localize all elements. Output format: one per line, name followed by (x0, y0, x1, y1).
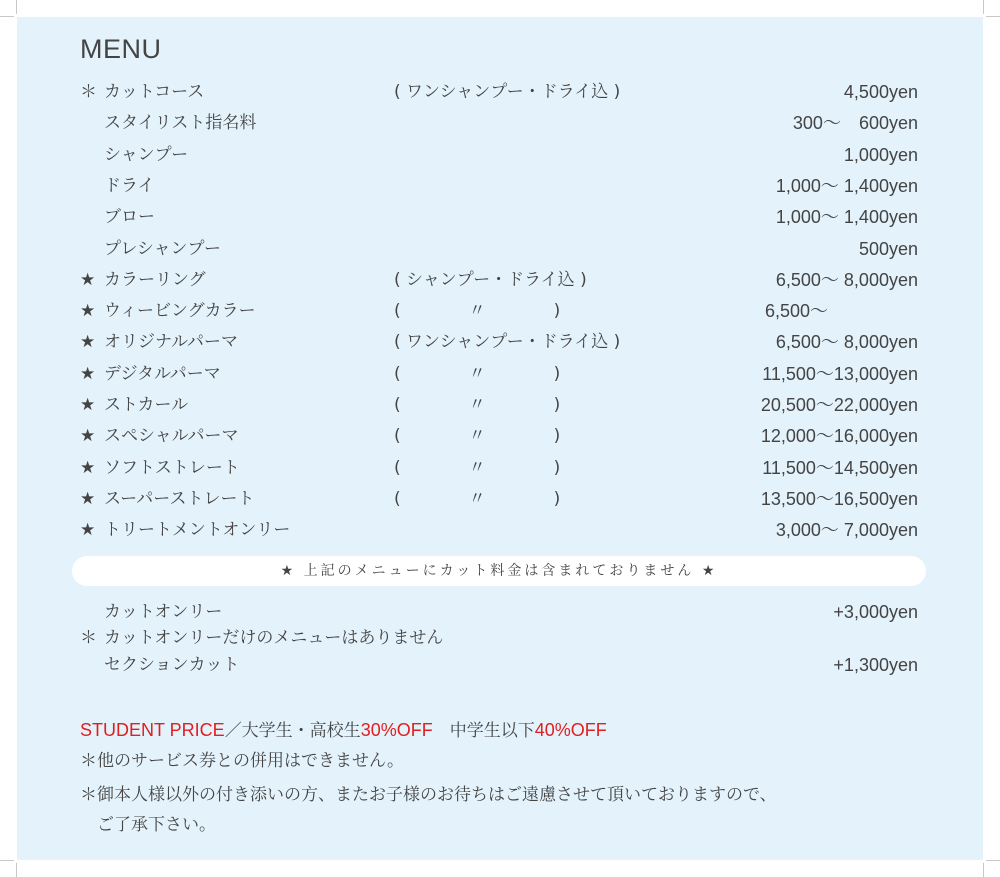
row-note: ( シャンプー・ドライ込 ) (394, 269, 587, 290)
row-price: 3,000〜 7,000yen (775, 520, 918, 541)
row-mark: ＊ (80, 82, 97, 102)
row-note: ( 〃 ) (394, 363, 561, 384)
row-note: ( ワンシャンプー・ドライ込 ) (394, 82, 621, 102)
menu-row (0, 299, 1000, 323)
menu-row (0, 237, 1000, 261)
row-mark: ★ (80, 457, 96, 478)
row-price: 1,000〜 1,400yen (775, 175, 918, 196)
row-price: 11,500〜14,500yen (762, 457, 918, 478)
menu-row (0, 487, 1000, 511)
row-name: カットコース (104, 82, 205, 102)
row-mark: ★ (80, 520, 96, 541)
crop-mark (986, 16, 1000, 17)
row-name: カラーリング (104, 269, 206, 290)
row-mark: ★ (80, 426, 96, 447)
row-price: 6,500〜 8,000yen (775, 332, 918, 353)
menu-row (0, 330, 1000, 354)
row-name: オリジナルパーマ (104, 332, 238, 353)
row-price: 4,500yen (843, 82, 918, 102)
footer-note-2: ＊御本人様以外の付き添いの方、またお子様のお待ちはご遠慮させて頂いておりますので、 (80, 785, 777, 805)
row-price: 6,500〜 (764, 301, 918, 322)
row-name: ドライ (104, 175, 155, 196)
row-name: カットオンリー (104, 602, 223, 622)
menu-row (0, 362, 1000, 386)
row-mark: ★ (80, 269, 96, 290)
row-name: デジタルパーマ (104, 363, 221, 384)
student-price-label: STUDENT PRICE (80, 720, 225, 740)
row-name: カットオンリーだけのメニューはありません (104, 628, 444, 648)
row-price: 1,000yen (843, 144, 918, 165)
row-price: 13,500〜16,500yen (760, 488, 918, 509)
crop-mark (986, 860, 1000, 861)
crop-mark (0, 16, 14, 17)
student-discount-40: 40%OFF (534, 720, 607, 740)
row-note: ( 〃 ) (394, 395, 561, 415)
menu-row (0, 456, 1000, 480)
menu-row (0, 205, 1000, 229)
crop-mark (0, 860, 14, 861)
menu-row (0, 80, 1000, 104)
row-price: +3,000yen (833, 602, 918, 622)
crop-mark (16, 863, 17, 877)
row-name: プレシャンプー (104, 238, 222, 259)
crop-mark (983, 0, 984, 14)
row-name: スタイリスト指名料 (104, 113, 257, 134)
row-note: ( 〃 ) (394, 301, 561, 322)
row-mark: ＊ (80, 628, 97, 648)
row-price: 1,000〜 1,400yen (775, 207, 918, 228)
row-name: シャンプー (104, 144, 189, 165)
menu-row (0, 424, 1000, 448)
row-name: ストカール (104, 395, 189, 415)
row-price: 300〜 600yen (792, 113, 918, 134)
row-price: 500yen (858, 238, 918, 259)
menu-row (0, 653, 1000, 677)
menu-row (0, 626, 1000, 650)
row-note: ( ワンシャンプー・ドライ込 ) (394, 332, 621, 353)
row-mark: ★ (80, 488, 96, 509)
menu-title: MENU (80, 34, 162, 64)
row-name: スーパーストレート (104, 488, 255, 509)
row-mark: ★ (80, 332, 96, 353)
row-name: ブロー (104, 207, 155, 228)
student-discount-30: 30%OFF (360, 720, 433, 740)
row-mark: ★ (80, 363, 96, 384)
menu-row (0, 518, 1000, 542)
row-note: ( 〃 ) (394, 457, 561, 478)
footer-note-1: ＊他のサービス券との併用はできません。 (80, 751, 405, 771)
row-name: セクションカット (104, 655, 240, 675)
row-note: ( 〃 ) (394, 426, 561, 447)
row-name: トリートメントオンリー (104, 520, 291, 541)
menu-row (0, 174, 1000, 198)
row-name: ソフトストレート (104, 457, 240, 478)
row-name: ウィービングカラー (104, 301, 256, 322)
menu-row (0, 600, 1000, 624)
crop-mark (983, 863, 984, 877)
menu-row (0, 143, 1000, 167)
row-note: ( 〃 ) (394, 488, 561, 509)
row-price: 12,000〜16,000yen (760, 426, 918, 447)
row-price: 11,500〜13,000yen (762, 363, 918, 384)
notice-banner: ★ 上記のメニューにカット料金は含まれておりません ★ (72, 556, 926, 586)
student-price-mid: 中学生以下 (432, 721, 535, 741)
row-name: スペシャルパーマ (104, 426, 239, 447)
menu-row (0, 268, 1000, 292)
row-mark: ★ (80, 395, 96, 415)
student-price-sep: ／大学生・高校生 (224, 721, 361, 741)
row-price: +1,300yen (833, 655, 918, 675)
row-price: 20,500〜22,000yen (760, 395, 918, 415)
footer-note-3: ご了承下さい。 (80, 815, 216, 835)
menu-row (0, 393, 1000, 417)
menu-row (0, 111, 1000, 135)
crop-mark (16, 0, 17, 14)
row-mark: ★ (80, 301, 96, 322)
row-price: 6,500〜 8,000yen (775, 269, 918, 290)
student-price-line (80, 718, 607, 743)
